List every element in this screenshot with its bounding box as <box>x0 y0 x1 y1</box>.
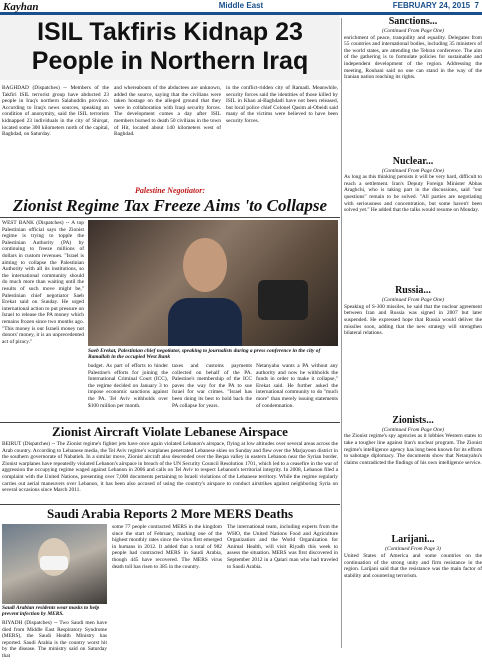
pa-column-3: taxes and customs payments collected on behalf of the PA. Palestine's membership of the ICC paves the way for the PA to sue Israel for war crimes. "Israel has been doing its best to hold back the PA collapse for years. <box>172 363 252 409</box>
nuclear-continued: (Continued From Page One) <box>382 167 444 174</box>
sanctions-body: enrichment of peace, tranquility and equality. Delegates from 55 countries and international bodies, including 35 ministers of the world states, are attending the Tehran conference. The aim of the gathering is to formulate policies for sustainable and independent development of the region. Addressing the meeting, Rouhani said no one can stand in the way of the Iranian nation reaching its rights. <box>344 34 482 81</box>
divider <box>0 422 340 423</box>
pa-column-2: budget. As part of efforts to hinder Palestine's efforts for joining the International Criminal Court (ICC), the regime decided on January 3 to impose economic sanctions against the PA. Tel Aviv withholds over $100 million per month. <box>88 363 168 409</box>
divider <box>0 504 340 505</box>
pa-photo-caption: Saeb Erekat, Palestinian chief negotiator, speaking to journalists during a press conference in the city of Ramallah in the occupied West Bank <box>88 348 321 361</box>
zionists-title: Zionists... <box>392 414 434 426</box>
erekat-photo <box>88 220 338 346</box>
airspace-body: BEIRUT (Dispatches) -- The Zionist regime's fighter jets have once again violated Lebanon's airspace, flying at low altitudes over several areas across the Arab country. According to Lebanese media, the Tel Aviv regime's warplanes penetrated Lebanese skies on Sunday and flew over the Marjayoun district in the southern governorate of Nabatieh. In a similar move, Zionist aircraft also descended over the Beqaa valley in eastern Lebanon near the Syrian border. Zionist warplanes have repeatedly violated Lebanon's airspace in breach of the UN Security Council Resolution 1701, which led to a ceasefire in the war of aggression the occupying regime waged against Lebanon in 2006 and calls on Tel Aviv to respect Lebanon's territorial integrity. In 2008, Lebanon filed a complaint with the United Nations, presenting over 7,000 documents pertaining to Israeli violations of the Lebanese territory. While the regime regularly carries out aerial maneuvers over Lebanon, it has been also accused of using the country's airspace to conduct airstrikes against neighboring Syria on several occasions since March 2011. <box>2 441 338 494</box>
larijani-title: Larijani... <box>391 534 435 546</box>
issue-date: FEBRUARY 24, 2015 7 <box>392 1 479 10</box>
lead-headline-line2: People in Northern Iraq <box>31 47 309 75</box>
photo-suit <box>168 298 242 346</box>
lead-column-3: in the conflict-ridden city of Ramadi. Meanwhile, security forces said the identities of those killed by ISIL in Khan al-Baghdadi have not been released, but local police chief Colonel Qasim al-Obeidi said many of the victims were believed to have been security forces. <box>226 85 338 124</box>
column-divider <box>341 18 342 648</box>
lead-column-1: BAGHDAD (Dispatches) -- Members of the Takfiri ISIL terrorist group have abducted 23 people in Iraq's northern Salahuddin province. According to Iraq's news sources, speaking on condition of anonymity, said the ISIL terrorists kidnapped 23 individuals in the city of Shirqat, located some 300 kilometers north of the capital, Baghdad, on Saturday. <box>2 85 109 138</box>
pa-column-4: Netanyahu wants a PA without any authority and now he withholds the funds in order to make it collapse," Erekat said. He further asked the international community to do "much more" than merely issuing statements of condemnation. <box>256 363 338 409</box>
mers-column-3: The international team, including experts from the WHO, the United Nations Food and Agriculture Organization and the World Organization for Animal Health, will visit Riyadh this week to assess the situation. MERS was first discovered in September 2012 in a Qatari man who had traveled to Saudi Arabia. <box>227 524 338 570</box>
larijani-continued: (Continued From Page 3) <box>385 546 441 553</box>
lead-column-2: and whereabouts of the abductees are unknown, added the source, saying that the civilians were taken hostage on the alleged ground that they were in collaboration with Iraqi security forces. The development comes a day after ISIL members burned to death 50 civilians in the town of Hit, located about 140 kilometers west of Baghdad. <box>114 85 221 138</box>
russia-title: Russia... <box>395 285 431 297</box>
pa-kicker: Palestine Negotiator: <box>135 186 205 195</box>
photo-mask <box>40 556 68 570</box>
photo-face <box>183 238 227 292</box>
pa-headline: Zionist Regime Tax Freeze Aims 'to Collapse <box>12 196 328 215</box>
pa-column-1: WEST BANK (Dispatches) -- A top Palestinian official says the Zionist regime is trying to topple the Palestinian Authority (PA) by continuing to freeze millions of dollars in custom revenues. "Israel is aiming to collapse the Palestinian Authority with all its institutions, so the international community should do much more than waiting until the results of such move might be," Palestinian chief negotiator Saeb Erekat said on Sunday. He urged international action to put pressure on Israel to release the PA money which remains frozen since two months ago. "This money is our Israeli money not donors' money, it is an unprecedented act of piracy." <box>2 220 84 345</box>
photo-microphones <box>258 280 308 320</box>
nuclear-title: Nuclear... <box>392 155 434 167</box>
sanctions-continued: (Continued From Page One) <box>382 28 444 34</box>
mers-column-1: RIYADH (Dispatches) -- Two Saudi men have died from Middle East Respiratory Syndrome (MERS), the Saudi Health Ministry has reported. Saudi Arabia is the country worst hit by the disease. The ministry said on Saturday that <box>2 620 107 659</box>
mers-headline: Saudi Arabia Reports 2 More MERS Deaths <box>46 506 294 521</box>
section-name: Middle East <box>218 1 264 10</box>
zionists-body: the Zionist regime's spy agencies as it lobbies Western states to take a tougher line against Iran's nuclear program. The Zionist regime's intelligence agency has long been known for its efforts to sabotage diplomacy. The documents show that Netanyahu's claims contradicted the findings of his own intelligence service. <box>344 433 482 466</box>
lead-headline-line1: ISIL Takfiris Kidnap 23 <box>37 18 303 46</box>
russia-body: Speaking of S-300 missiles, he said that the nuclear agreement between Iran and Russia was signed in 2007 but later suspended. He expressed hope that Russia would deliver the missiles soon, adding that the new strategy will strengthen bilateral relations. <box>344 303 482 337</box>
mers-photo <box>2 524 107 604</box>
zionists-continued: (Continued From Page One) <box>382 426 444 433</box>
nuclear-body: As long as this thinking persists it will be very hard, difficult to reach a settlement. Iran's Deputy Foreign Minister Abbas Araghchi, who is taking part in the discussions, said "our questions" remain to be solved. "All parties are negotiating with seriousness and concentration, but some haven't been solved yet." He added that the talks would resume on Monday. <box>344 174 482 214</box>
divider <box>0 217 340 218</box>
airspace-headline: Zionist Aircraft Violate Lebanese Airspace <box>52 424 288 439</box>
russia-continued: (Continued From Page One) <box>382 297 444 304</box>
sidebar <box>344 15 482 613</box>
masthead-bar <box>0 0 482 15</box>
mers-column-2: some 77 people contracted MERS in the kingdom since the start of February, marking one of the highest monthly rates since the virus first emerged in humans in 2012. It added that a total of 982 people had contracted MERS in Saudi Arabia, though 445 have recovered. The MERS virus death toll has risen to 385 in the country. <box>112 524 222 570</box>
page-number: 7 <box>474 1 479 10</box>
mers-photo-caption: Saudi Arabian residents wear masks to help prevent infection by MERS. <box>2 605 100 618</box>
larijani-body: United States of America and some countries on the continuation of the strong unity and firm resistance in the region. Larijani said that the resistance was the main factor of stability and countering terrorism. <box>344 552 482 579</box>
main-column <box>0 15 340 659</box>
sanctions-title: Sanctions... <box>388 16 438 27</box>
newspaper-logo: Kayhan <box>3 1 39 13</box>
lead-headline <box>0 15 340 80</box>
